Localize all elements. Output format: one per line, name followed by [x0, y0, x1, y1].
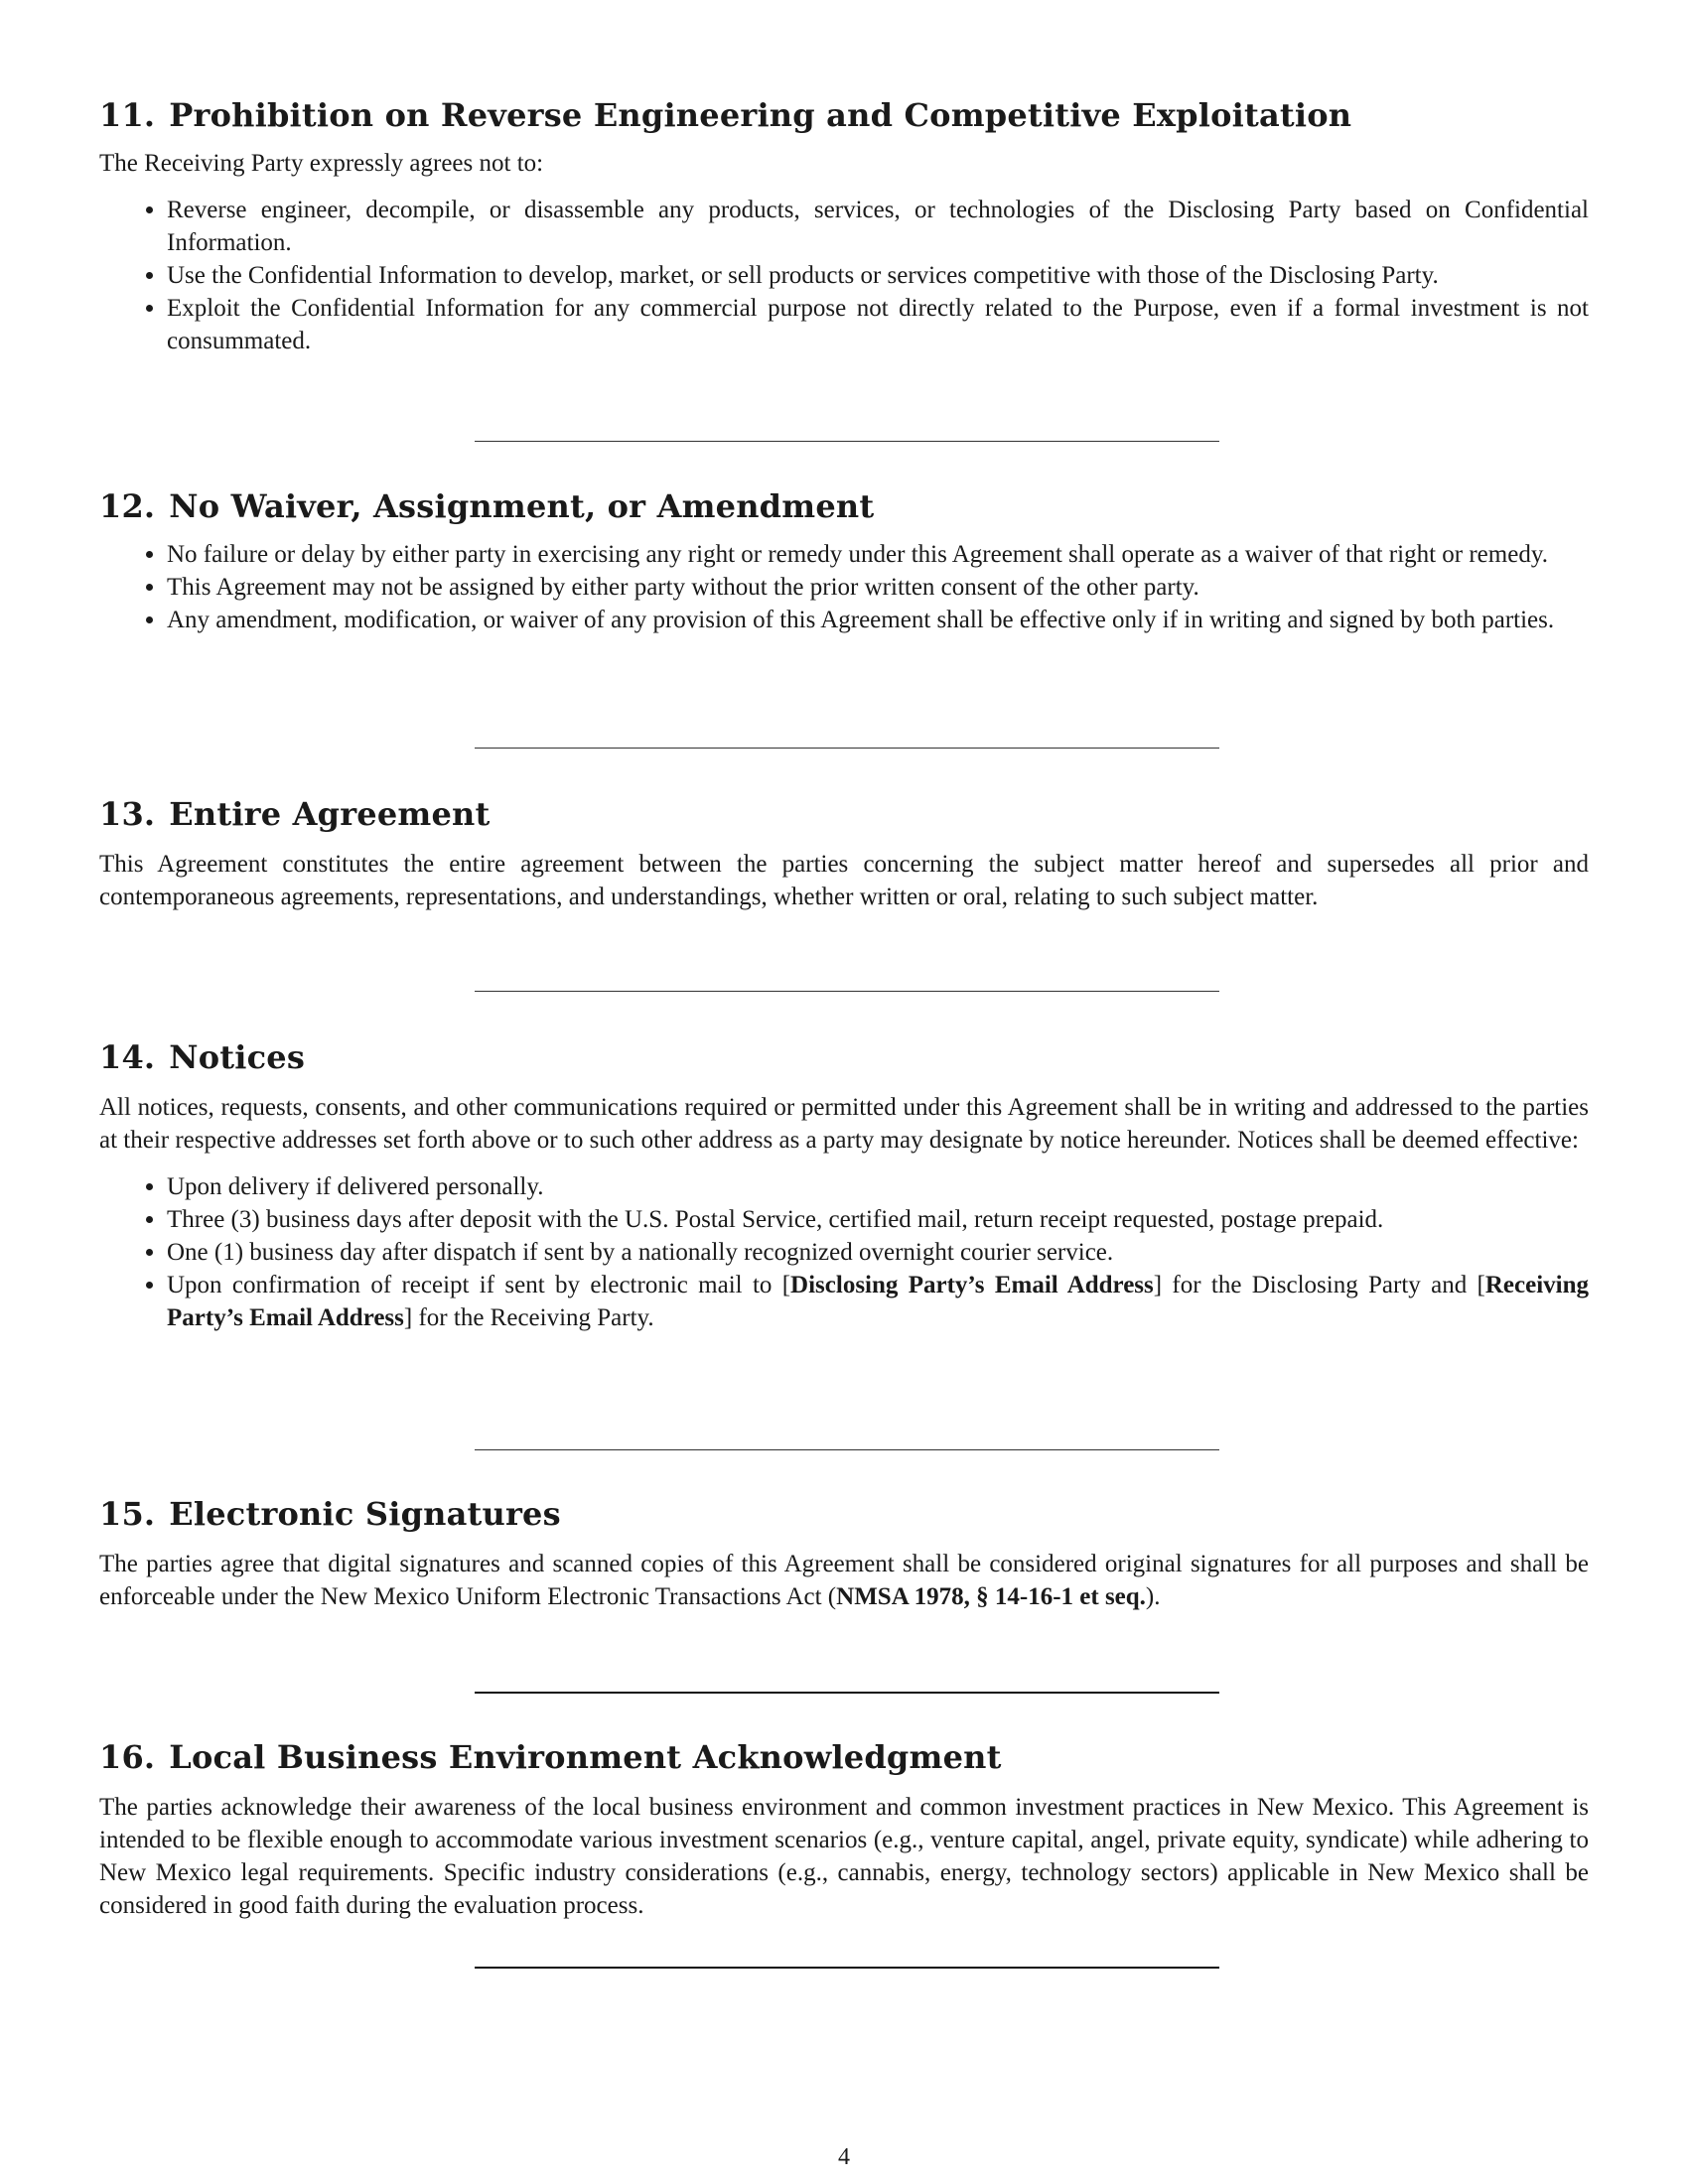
email-item-text: Upon confirmation of receipt if sent by electronic mail to [	[167, 1272, 791, 1298]
list-item: • Exploit the Confidential Information for any commercial purpose not directly related to the Purpose, even if a formal investment is not consummated.	[167, 292, 1589, 357]
section-heading	[99, 95, 1589, 135]
section-title: Notices	[169, 1038, 306, 1076]
section-divider	[475, 441, 1219, 442]
body-text: The parties agree that digital signatures and scanned copies of this Agreement shall be considered original signatures for all purposes and shall be enforceable under the New Mexico Uniform Electronic Transactions Act (	[99, 1551, 1589, 1610]
section-title: Entire Agreement	[169, 795, 491, 833]
list-item: • One (1) business day after dispatch if sent by a nationally recognized overnight courier service.	[167, 1236, 1589, 1269]
section-number: 14.	[99, 1038, 156, 1076]
page-number: 4	[838, 2144, 850, 2170]
section-title: Electronic Signatures	[169, 1495, 561, 1533]
section-title: Local Business Environment Acknowledgment	[169, 1738, 1002, 1776]
section-title: No Waiver, Assignment, or Amendment	[169, 487, 875, 525]
list-item: • Upon delivery if delivered personally.	[167, 1170, 1589, 1203]
email-item-text: ] for the Receiving Party.	[403, 1304, 654, 1331]
section-divider	[475, 748, 1219, 749]
bullet-list	[99, 1170, 1589, 1334]
section-12	[99, 486, 1589, 636]
list-item-email	[167, 1269, 1589, 1334]
email-item-text: ] for the Disclosing Party and [	[1153, 1272, 1485, 1298]
section-number: 11.	[99, 96, 156, 134]
section-divider	[475, 991, 1219, 992]
section-heading	[99, 794, 1589, 834]
section-divider	[475, 1449, 1219, 1450]
list-item: • Any amendment, modification, or waiver of any provision of this Agreement shall be effective only if in writing and signed by both parties.	[167, 604, 1589, 636]
section-body	[99, 1548, 1589, 1613]
section-13	[99, 794, 1589, 913]
list-item: • This Agreement may not be assigned by either party without the prior written consent of the other party.	[167, 571, 1589, 604]
section-title: Prohibition on Reverse Engineering and Competitive Exploitation	[169, 96, 1352, 134]
disclosing-email-placeholder: Disclosing Party’s Email Address	[790, 1272, 1154, 1298]
section-16	[99, 1737, 1589, 1922]
section-number: 13.	[99, 795, 156, 833]
section-11	[99, 95, 1589, 357]
list-item: • Use the Confidential Information to develop, market, or sell products or services competitive with those of the Disclosing Party.	[167, 259, 1589, 292]
section-divider	[475, 1967, 1219, 1969]
list-item: • Reverse engineer, decompile, or disassemble any products, services, or technologies of the Disclosing Party based on Confidential Information.	[167, 194, 1589, 259]
body-text: ).	[1145, 1583, 1161, 1610]
section-heading	[99, 1494, 1589, 1534]
bullet-list	[99, 538, 1589, 636]
section-body: All notices, requests, consents, and other communications required or permitted under this Agreement shall be in writing and addressed to the parties at their respective addresses set forth above or to such other address as a party may designate by notice hereunder. Notices shall be deemed effective:	[99, 1094, 1589, 1154]
section-14	[99, 1037, 1589, 1334]
section-number: 15.	[99, 1495, 156, 1533]
section-body: This Agreement constitutes the entire agreement between the parties concerning the subject matter hereof and supersedes all prior and contemporaneous agreements, representations, and understandings, whether written or oral, relating to such subject matter.	[99, 851, 1589, 910]
section-heading	[99, 486, 1589, 526]
receiving-email-placeholder: Receiving Party’s Email Address	[167, 1272, 1590, 1331]
section-divider	[475, 1692, 1219, 1694]
section-body: The parties acknowledge their awareness of the local business environment and common investment practices in New Mexico. This Agreement is intended to be flexible enough to accommodate various investment scenarios (e.g., venture capital, angel, private equity, syndicate) while adhering to New Mexico legal requirements. Specific industry considerations (e.g., cannabis, energy, technology sectors) applicable in New Mexico shall be considered in good faith during the evaluation process.	[99, 1794, 1589, 1919]
bullet-list	[99, 194, 1589, 357]
section-intro: The Receiving Party expressly agrees not to:	[99, 150, 544, 177]
section-number: 12.	[99, 487, 156, 525]
section-heading	[99, 1737, 1589, 1777]
section-15	[99, 1494, 1589, 1613]
list-item: • Three (3) business days after deposit with the U.S. Postal Service, certified mail, return receipt requested, postage prepaid.	[167, 1203, 1589, 1236]
statute-citation: NMSA 1978, § 14-16-1 et seq.	[836, 1583, 1146, 1610]
section-heading	[99, 1037, 1589, 1077]
section-number: 16.	[99, 1738, 156, 1776]
list-item: • No failure or delay by either party in exercising any right or remedy under this Agreement shall operate as a waiver of that right or remedy.	[167, 538, 1589, 571]
